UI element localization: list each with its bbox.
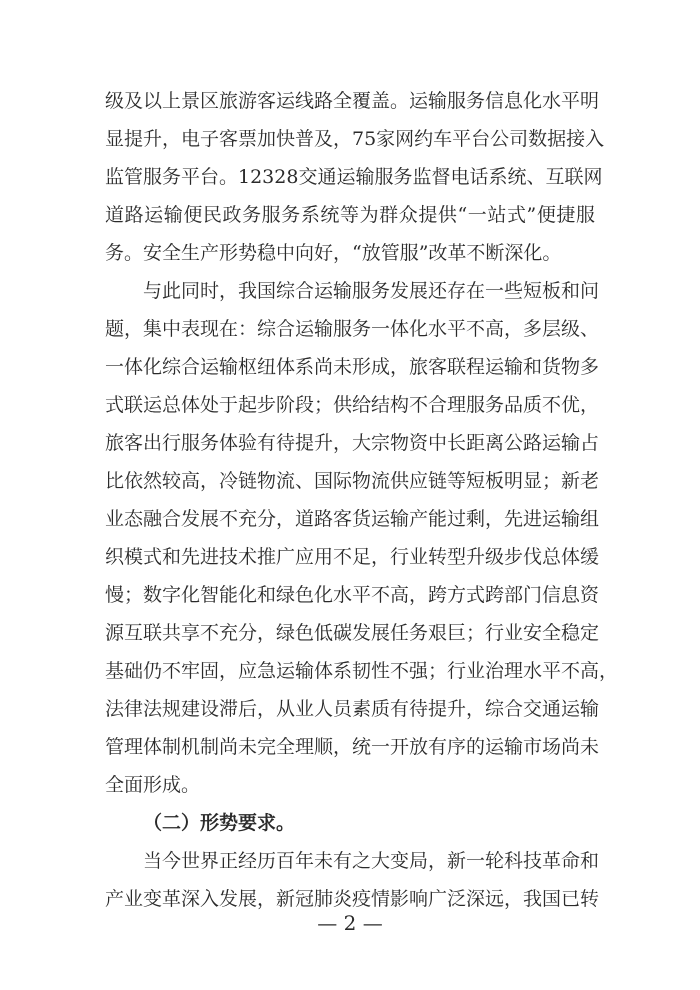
paragraph-2-line-3: 一体化综合运输枢纽体系尚未形成，旅客联程运输和货物多 [105, 356, 600, 378]
paragraph-2-line-12: 法律法规建设滞后，从业人员素质有待提升，综合交通运输 [105, 698, 600, 720]
paragraph-3-line-2: 产业变革深入发展，新冠肺炎疫情影响广泛深远，我国已转 [105, 888, 600, 910]
page-number: — 2 — [317, 911, 383, 935]
paragraph-2-line-5: 旅客出行服务体验有待提升，大宗物资中长距离公路运输占 [105, 432, 600, 454]
paragraph-2-line-4: 式联运总体处于起步阶段；供给结构不合理服务品质不优， [105, 394, 600, 416]
paragraph-2-line-13: 管理体制机制尚未完全理顺，统一开放有序的运输市场尚未 [105, 736, 600, 758]
paragraph-2-line-9: 慢；数字化智能化和绿色化水平不高，跨方式跨部门信息资 [105, 584, 600, 606]
paragraph-2-line-14: 全面形成。 [105, 774, 201, 796]
paragraph-1-line-2: 显提升，电子客票加快普及，75家网约车平台公司数据接入 [105, 128, 605, 150]
paragraph-1-line-3: 监管服务平台。12328交通运输服务监督电话系统、互联网 [105, 166, 603, 188]
paragraph-2-line-2: 题，集中表现在：综合运输服务一体化水平不高，多层级、 [105, 318, 600, 340]
paragraph-2-line-11: 基础仍不牢固，应急运输体系韧性不强；行业治理水平不高， [105, 660, 619, 682]
paragraph-2-line-8: 织模式和先进技术推广应用不足，行业转型升级步伐总体缓 [105, 546, 600, 568]
paragraph-2-line-1: 与此同时，我国综合运输服务发展还存在一些短板和问 [143, 280, 600, 302]
paragraph-3-line-1: 当今世界正经历百年未有之大变局，新一轮科技革命和 [143, 850, 600, 872]
paragraph-1-line-1: 级及以上景区旅游客运线路全覆盖。运输服务信息化水平明 [105, 90, 600, 112]
paragraph-2-line-10: 源互联共享不充分，绿色低碳发展任务艰巨；行业安全稳定 [105, 622, 600, 644]
paragraph-2-line-7: 业态融合发展不充分，道路客货运输产能过剩，先进运输组 [105, 508, 600, 530]
paragraph-2-line-6: 比依然较高，冷链物流、国际物流供应链等短板明显；新老 [105, 470, 600, 492]
paragraph-1-line-5: 务。安全生产形势稳中向好，“放管服”改革不断深化。 [105, 242, 562, 264]
section-heading: （二）形势要求。 [143, 812, 296, 834]
paragraph-1-line-4: 道路运输便民政务服务系统等为群众提供“一站式”便捷服 [105, 204, 595, 226]
